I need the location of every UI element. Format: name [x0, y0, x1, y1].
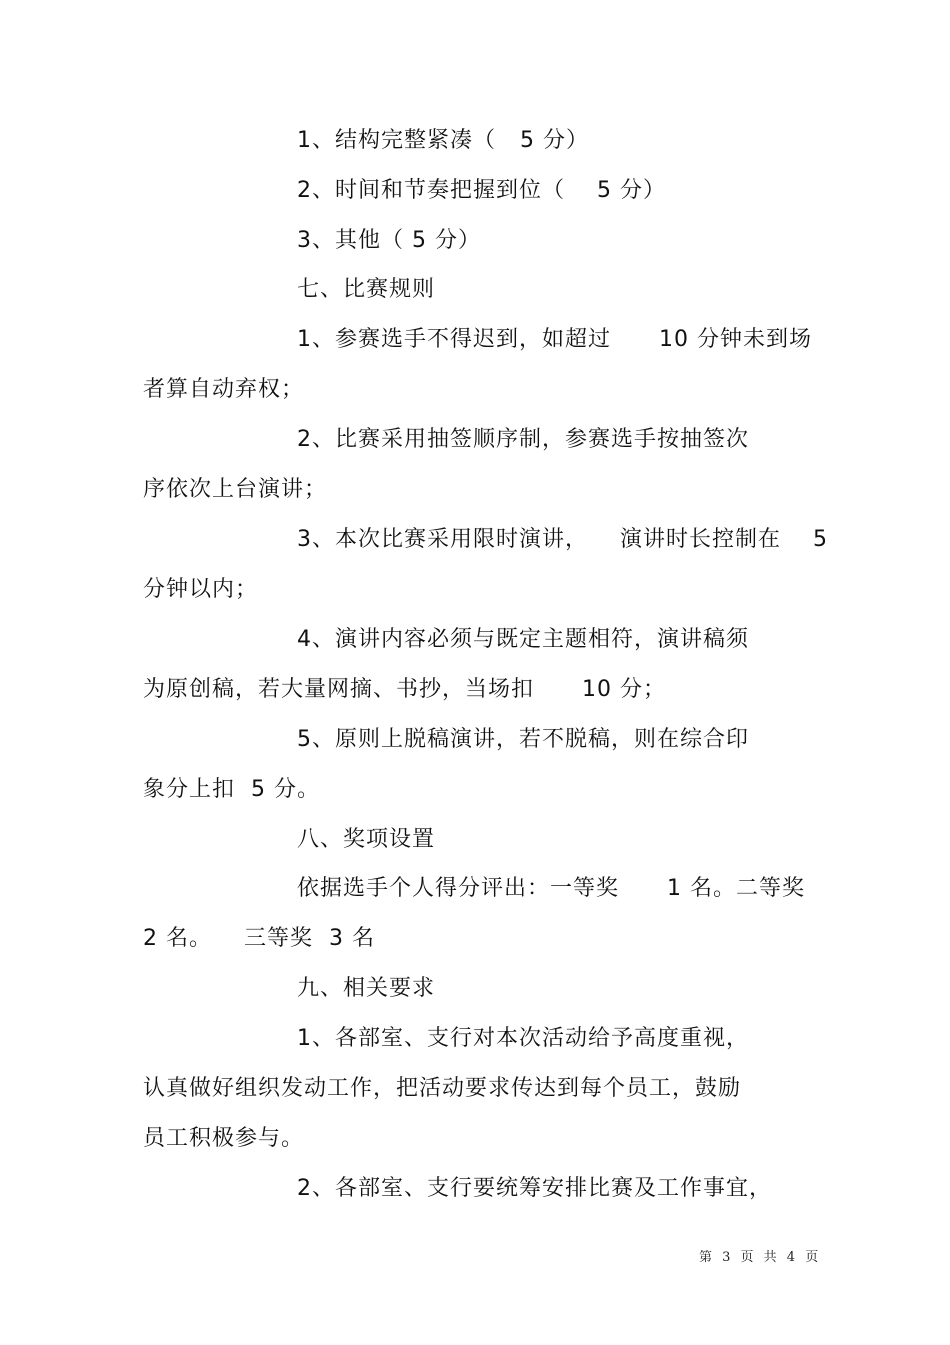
text-line: 2、比赛采用抽签顺序制，参赛选手按抽签次	[297, 427, 749, 452]
text-line: 5、原则上脱稿演讲，若不脱稿，则在综合印	[297, 727, 749, 752]
text-line: 序依次上台演讲；	[143, 477, 328, 502]
section-heading: 七、比赛规则	[297, 277, 436, 302]
text-line: 1、结构完整紧凑（ 5 分）	[297, 128, 589, 153]
page-footer: 第 3 页 共 4 页	[699, 1250, 822, 1265]
text-line: 2 名。 三等奖 3 名	[143, 926, 375, 951]
text-line: 4、演讲内容必须与既定主题相符，演讲稿须	[297, 627, 749, 652]
text-line: 2、时间和节奏把握到位（ 5 分）	[297, 178, 666, 203]
text-line: 1、参赛选手不得迟到，如超过 10 分钟未到场	[297, 327, 812, 352]
text-line: 者算自动弃权；	[143, 377, 305, 402]
text-line: 3、本次比赛采用限时演讲， 演讲时长控制在 5	[297, 527, 828, 552]
text-line: 分钟以内；	[143, 577, 259, 602]
text-line: 依据选手个人得分评出：一等奖 1 名。二等奖	[297, 876, 805, 901]
section-heading: 九、相关要求	[297, 976, 436, 1001]
section-heading: 八、奖项设置	[297, 827, 436, 852]
text-line: 象分上扣 5 分。	[143, 777, 320, 802]
text-line: 2、各部室、支行要统筹安排比赛及工作事宜，	[297, 1176, 772, 1201]
text-line: 认真做好组织发动工作，把活动要求传达到每个员工，鼓励	[143, 1076, 742, 1101]
text-line: 员工积极参与。	[143, 1126, 305, 1151]
text-line: 为原创稿，若大量网摘、书抄，当场扣 10 分；	[143, 677, 666, 702]
text-line: 1、各部室、支行对本次活动给予高度重视，	[297, 1026, 749, 1051]
text-line: 3、其他（ 5 分）	[297, 228, 481, 253]
